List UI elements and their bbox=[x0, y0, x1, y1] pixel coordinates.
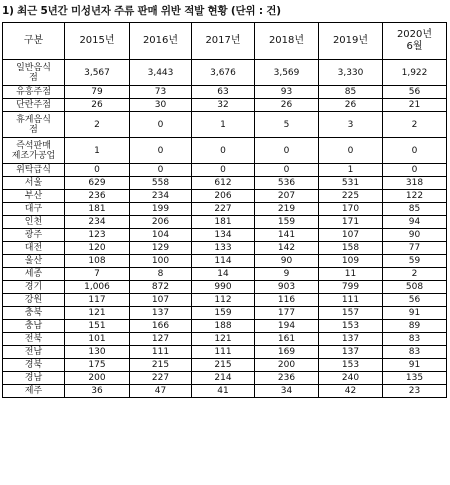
table-cell: 0 bbox=[192, 164, 255, 177]
table-cell: 121 bbox=[65, 307, 130, 320]
table-row bbox=[3, 138, 447, 164]
table-cell: 30 bbox=[130, 99, 192, 112]
table-row bbox=[3, 281, 447, 294]
table-cell: 318 bbox=[383, 177, 447, 190]
table-cell: 3,330 bbox=[319, 60, 383, 86]
row-label: 충남 bbox=[3, 320, 65, 333]
table-cell: 120 bbox=[65, 242, 130, 255]
table-cell: 141 bbox=[255, 229, 319, 242]
table-cell: 0 bbox=[383, 164, 447, 177]
table-cell: 137 bbox=[130, 307, 192, 320]
table-cell: 2 bbox=[383, 268, 447, 281]
table-cell: 137 bbox=[319, 346, 383, 359]
row-label: 전북 bbox=[3, 333, 65, 346]
table-cell: 14 bbox=[192, 268, 255, 281]
table-cell: 508 bbox=[383, 281, 447, 294]
table-cell: 234 bbox=[65, 216, 130, 229]
table-cell: 107 bbox=[130, 294, 192, 307]
table-cell: 121 bbox=[192, 333, 255, 346]
table-cell: 531 bbox=[319, 177, 383, 190]
table-cell: 142 bbox=[255, 242, 319, 255]
table-row bbox=[3, 385, 447, 398]
table-cell: 94 bbox=[383, 216, 447, 229]
table-row bbox=[3, 203, 447, 216]
table-cell: 41 bbox=[192, 385, 255, 398]
table-cell: 42 bbox=[319, 385, 383, 398]
table-cell: 21 bbox=[383, 99, 447, 112]
table-cell: 558 bbox=[130, 177, 192, 190]
row-label: 즉석판매 제조가공업 bbox=[3, 138, 65, 164]
table-cell: 135 bbox=[383, 372, 447, 385]
table-cell: 85 bbox=[383, 203, 447, 216]
table-cell: 34 bbox=[255, 385, 319, 398]
table-cell: 56 bbox=[383, 86, 447, 99]
row-label: 유흥주점 bbox=[3, 86, 65, 99]
table-row bbox=[3, 86, 447, 99]
header-year: 2019년 bbox=[319, 23, 383, 60]
table-cell: 85 bbox=[319, 86, 383, 99]
table-cell: 108 bbox=[65, 255, 130, 268]
table-cell: 215 bbox=[130, 359, 192, 372]
table-cell: 153 bbox=[319, 359, 383, 372]
row-label: 울산 bbox=[3, 255, 65, 268]
header-category: 구분 bbox=[3, 23, 65, 60]
table-cell: 536 bbox=[255, 177, 319, 190]
table-cell: 240 bbox=[319, 372, 383, 385]
table-cell: 1 bbox=[65, 138, 130, 164]
table-cell: 26 bbox=[319, 99, 383, 112]
table-cell: 0 bbox=[130, 164, 192, 177]
row-label: 경남 bbox=[3, 372, 65, 385]
table-row bbox=[3, 99, 447, 112]
table-cell: 799 bbox=[319, 281, 383, 294]
table-cell: 3,443 bbox=[130, 60, 192, 86]
table-cell: 116 bbox=[255, 294, 319, 307]
table-row bbox=[3, 242, 447, 255]
table-cell: 188 bbox=[192, 320, 255, 333]
table-cell: 3,676 bbox=[192, 60, 255, 86]
row-label: 대전 bbox=[3, 242, 65, 255]
table-cell: 59 bbox=[383, 255, 447, 268]
header-year: 2017년 bbox=[192, 23, 255, 60]
table-cell: 1 bbox=[319, 164, 383, 177]
table-cell: 199 bbox=[130, 203, 192, 216]
table-cell: 872 bbox=[130, 281, 192, 294]
row-label: 일반음식 점 bbox=[3, 60, 65, 86]
table-cell: 1,006 bbox=[65, 281, 130, 294]
table-cell: 26 bbox=[65, 99, 130, 112]
table-cell: 79 bbox=[65, 86, 130, 99]
table-cell: 159 bbox=[192, 307, 255, 320]
table-cell: 123 bbox=[65, 229, 130, 242]
table-cell: 7 bbox=[65, 268, 130, 281]
table-cell: 101 bbox=[65, 333, 130, 346]
table-cell: 11 bbox=[319, 268, 383, 281]
table-cell: 83 bbox=[383, 333, 447, 346]
table-cell: 169 bbox=[255, 346, 319, 359]
table-body bbox=[3, 60, 447, 398]
row-label: 위탁급식 bbox=[3, 164, 65, 177]
table-cell: 207 bbox=[255, 190, 319, 203]
table-cell: 3,567 bbox=[65, 60, 130, 86]
table-cell: 234 bbox=[130, 190, 192, 203]
table-cell: 5 bbox=[255, 112, 319, 138]
table-cell: 206 bbox=[130, 216, 192, 229]
table-cell: 0 bbox=[65, 164, 130, 177]
table-cell: 107 bbox=[319, 229, 383, 242]
table-row bbox=[3, 268, 447, 281]
table-cell: 63 bbox=[192, 86, 255, 99]
table-cell: 990 bbox=[192, 281, 255, 294]
table-cell: 127 bbox=[130, 333, 192, 346]
row-label: 충북 bbox=[3, 307, 65, 320]
table-cell: 236 bbox=[255, 372, 319, 385]
row-label: 부산 bbox=[3, 190, 65, 203]
table-cell: 194 bbox=[255, 320, 319, 333]
table-cell: 117 bbox=[65, 294, 130, 307]
table-cell: 73 bbox=[130, 86, 192, 99]
table-cell: 2 bbox=[383, 112, 447, 138]
table-cell: 0 bbox=[130, 138, 192, 164]
table-cell: 114 bbox=[192, 255, 255, 268]
table-cell: 157 bbox=[319, 307, 383, 320]
table-row bbox=[3, 112, 447, 138]
table-cell: 111 bbox=[319, 294, 383, 307]
header-year: 2016년 bbox=[130, 23, 192, 60]
table-cell: 0 bbox=[319, 138, 383, 164]
table-cell: 225 bbox=[319, 190, 383, 203]
table-cell: 629 bbox=[65, 177, 130, 190]
table-cell: 175 bbox=[65, 359, 130, 372]
table-cell: 200 bbox=[255, 359, 319, 372]
table-row bbox=[3, 255, 447, 268]
table-cell: 93 bbox=[255, 86, 319, 99]
row-label: 휴게음식 점 bbox=[3, 112, 65, 138]
table-cell: 177 bbox=[255, 307, 319, 320]
table-row bbox=[3, 177, 447, 190]
table-cell: 47 bbox=[130, 385, 192, 398]
table-cell: 130 bbox=[65, 346, 130, 359]
table-cell: 151 bbox=[65, 320, 130, 333]
table-cell: 181 bbox=[192, 216, 255, 229]
table-cell: 153 bbox=[319, 320, 383, 333]
table-cell: 9 bbox=[255, 268, 319, 281]
table-cell: 159 bbox=[255, 216, 319, 229]
row-label: 인천 bbox=[3, 216, 65, 229]
table-cell: 227 bbox=[192, 203, 255, 216]
table-cell: 3,569 bbox=[255, 60, 319, 86]
table-cell: 0 bbox=[130, 112, 192, 138]
table-cell: 215 bbox=[192, 359, 255, 372]
row-label: 제주 bbox=[3, 385, 65, 398]
table-cell: 161 bbox=[255, 333, 319, 346]
table-cell: 91 bbox=[383, 359, 447, 372]
table-row bbox=[3, 359, 447, 372]
table-cell: 83 bbox=[383, 346, 447, 359]
table-cell: 214 bbox=[192, 372, 255, 385]
table-cell: 0 bbox=[383, 138, 447, 164]
table-row bbox=[3, 307, 447, 320]
table-cell: 903 bbox=[255, 281, 319, 294]
table-cell: 227 bbox=[130, 372, 192, 385]
table-header-row bbox=[3, 23, 447, 60]
table-cell: 0 bbox=[255, 138, 319, 164]
table-cell: 1 bbox=[192, 112, 255, 138]
table-cell: 171 bbox=[319, 216, 383, 229]
table-cell: 91 bbox=[383, 307, 447, 320]
table-row bbox=[3, 346, 447, 359]
table-row bbox=[3, 229, 447, 242]
table-cell: 111 bbox=[192, 346, 255, 359]
table-cell: 36 bbox=[65, 385, 130, 398]
table-cell: 158 bbox=[319, 242, 383, 255]
table-cell: 23 bbox=[383, 385, 447, 398]
table-cell: 134 bbox=[192, 229, 255, 242]
table-cell: 206 bbox=[192, 190, 255, 203]
table-cell: 109 bbox=[319, 255, 383, 268]
row-label: 경북 bbox=[3, 359, 65, 372]
table-cell: 90 bbox=[383, 229, 447, 242]
table-row bbox=[3, 164, 447, 177]
table-cell: 90 bbox=[255, 255, 319, 268]
table-cell: 137 bbox=[319, 333, 383, 346]
row-label: 단란주점 bbox=[3, 99, 65, 112]
table-cell: 219 bbox=[255, 203, 319, 216]
table-cell: 104 bbox=[130, 229, 192, 242]
table-cell: 0 bbox=[192, 138, 255, 164]
table-row bbox=[3, 320, 447, 333]
header-year: 2020년 6월 bbox=[383, 23, 447, 60]
row-label: 서울 bbox=[3, 177, 65, 190]
table-cell: 122 bbox=[383, 190, 447, 203]
table-cell: 112 bbox=[192, 294, 255, 307]
row-label: 전남 bbox=[3, 346, 65, 359]
table-cell: 181 bbox=[65, 203, 130, 216]
table-row bbox=[3, 372, 447, 385]
row-label: 대구 bbox=[3, 203, 65, 216]
table-cell: 100 bbox=[130, 255, 192, 268]
table-cell: 8 bbox=[130, 268, 192, 281]
table-cell: 170 bbox=[319, 203, 383, 216]
row-label: 세종 bbox=[3, 268, 65, 281]
row-label: 강원 bbox=[3, 294, 65, 307]
table-cell: 26 bbox=[255, 99, 319, 112]
header-year: 2015년 bbox=[65, 23, 130, 60]
table-cell: 200 bbox=[65, 372, 130, 385]
header-year: 2018년 bbox=[255, 23, 319, 60]
table-cell: 56 bbox=[383, 294, 447, 307]
violations-table bbox=[2, 22, 447, 398]
table-row bbox=[3, 60, 447, 86]
table-cell: 133 bbox=[192, 242, 255, 255]
row-label: 광주 bbox=[3, 229, 65, 242]
row-label: 경기 bbox=[3, 281, 65, 294]
table-cell: 111 bbox=[130, 346, 192, 359]
table-cell: 612 bbox=[192, 177, 255, 190]
table-cell: 1,922 bbox=[383, 60, 447, 86]
table-cell: 77 bbox=[383, 242, 447, 255]
table-cell: 2 bbox=[65, 112, 130, 138]
table-cell: 129 bbox=[130, 242, 192, 255]
table-cell: 0 bbox=[255, 164, 319, 177]
table-cell: 166 bbox=[130, 320, 192, 333]
table-cell: 236 bbox=[65, 190, 130, 203]
table-row bbox=[3, 333, 447, 346]
table-row bbox=[3, 190, 447, 203]
page-title: 1) 최근 5년간 미성년자 주류 판매 위반 적발 현황 (단위 : 건) bbox=[2, 5, 281, 17]
table-cell: 32 bbox=[192, 99, 255, 112]
table-row bbox=[3, 216, 447, 229]
table-cell: 3 bbox=[319, 112, 383, 138]
table-row bbox=[3, 294, 447, 307]
table-cell: 89 bbox=[383, 320, 447, 333]
